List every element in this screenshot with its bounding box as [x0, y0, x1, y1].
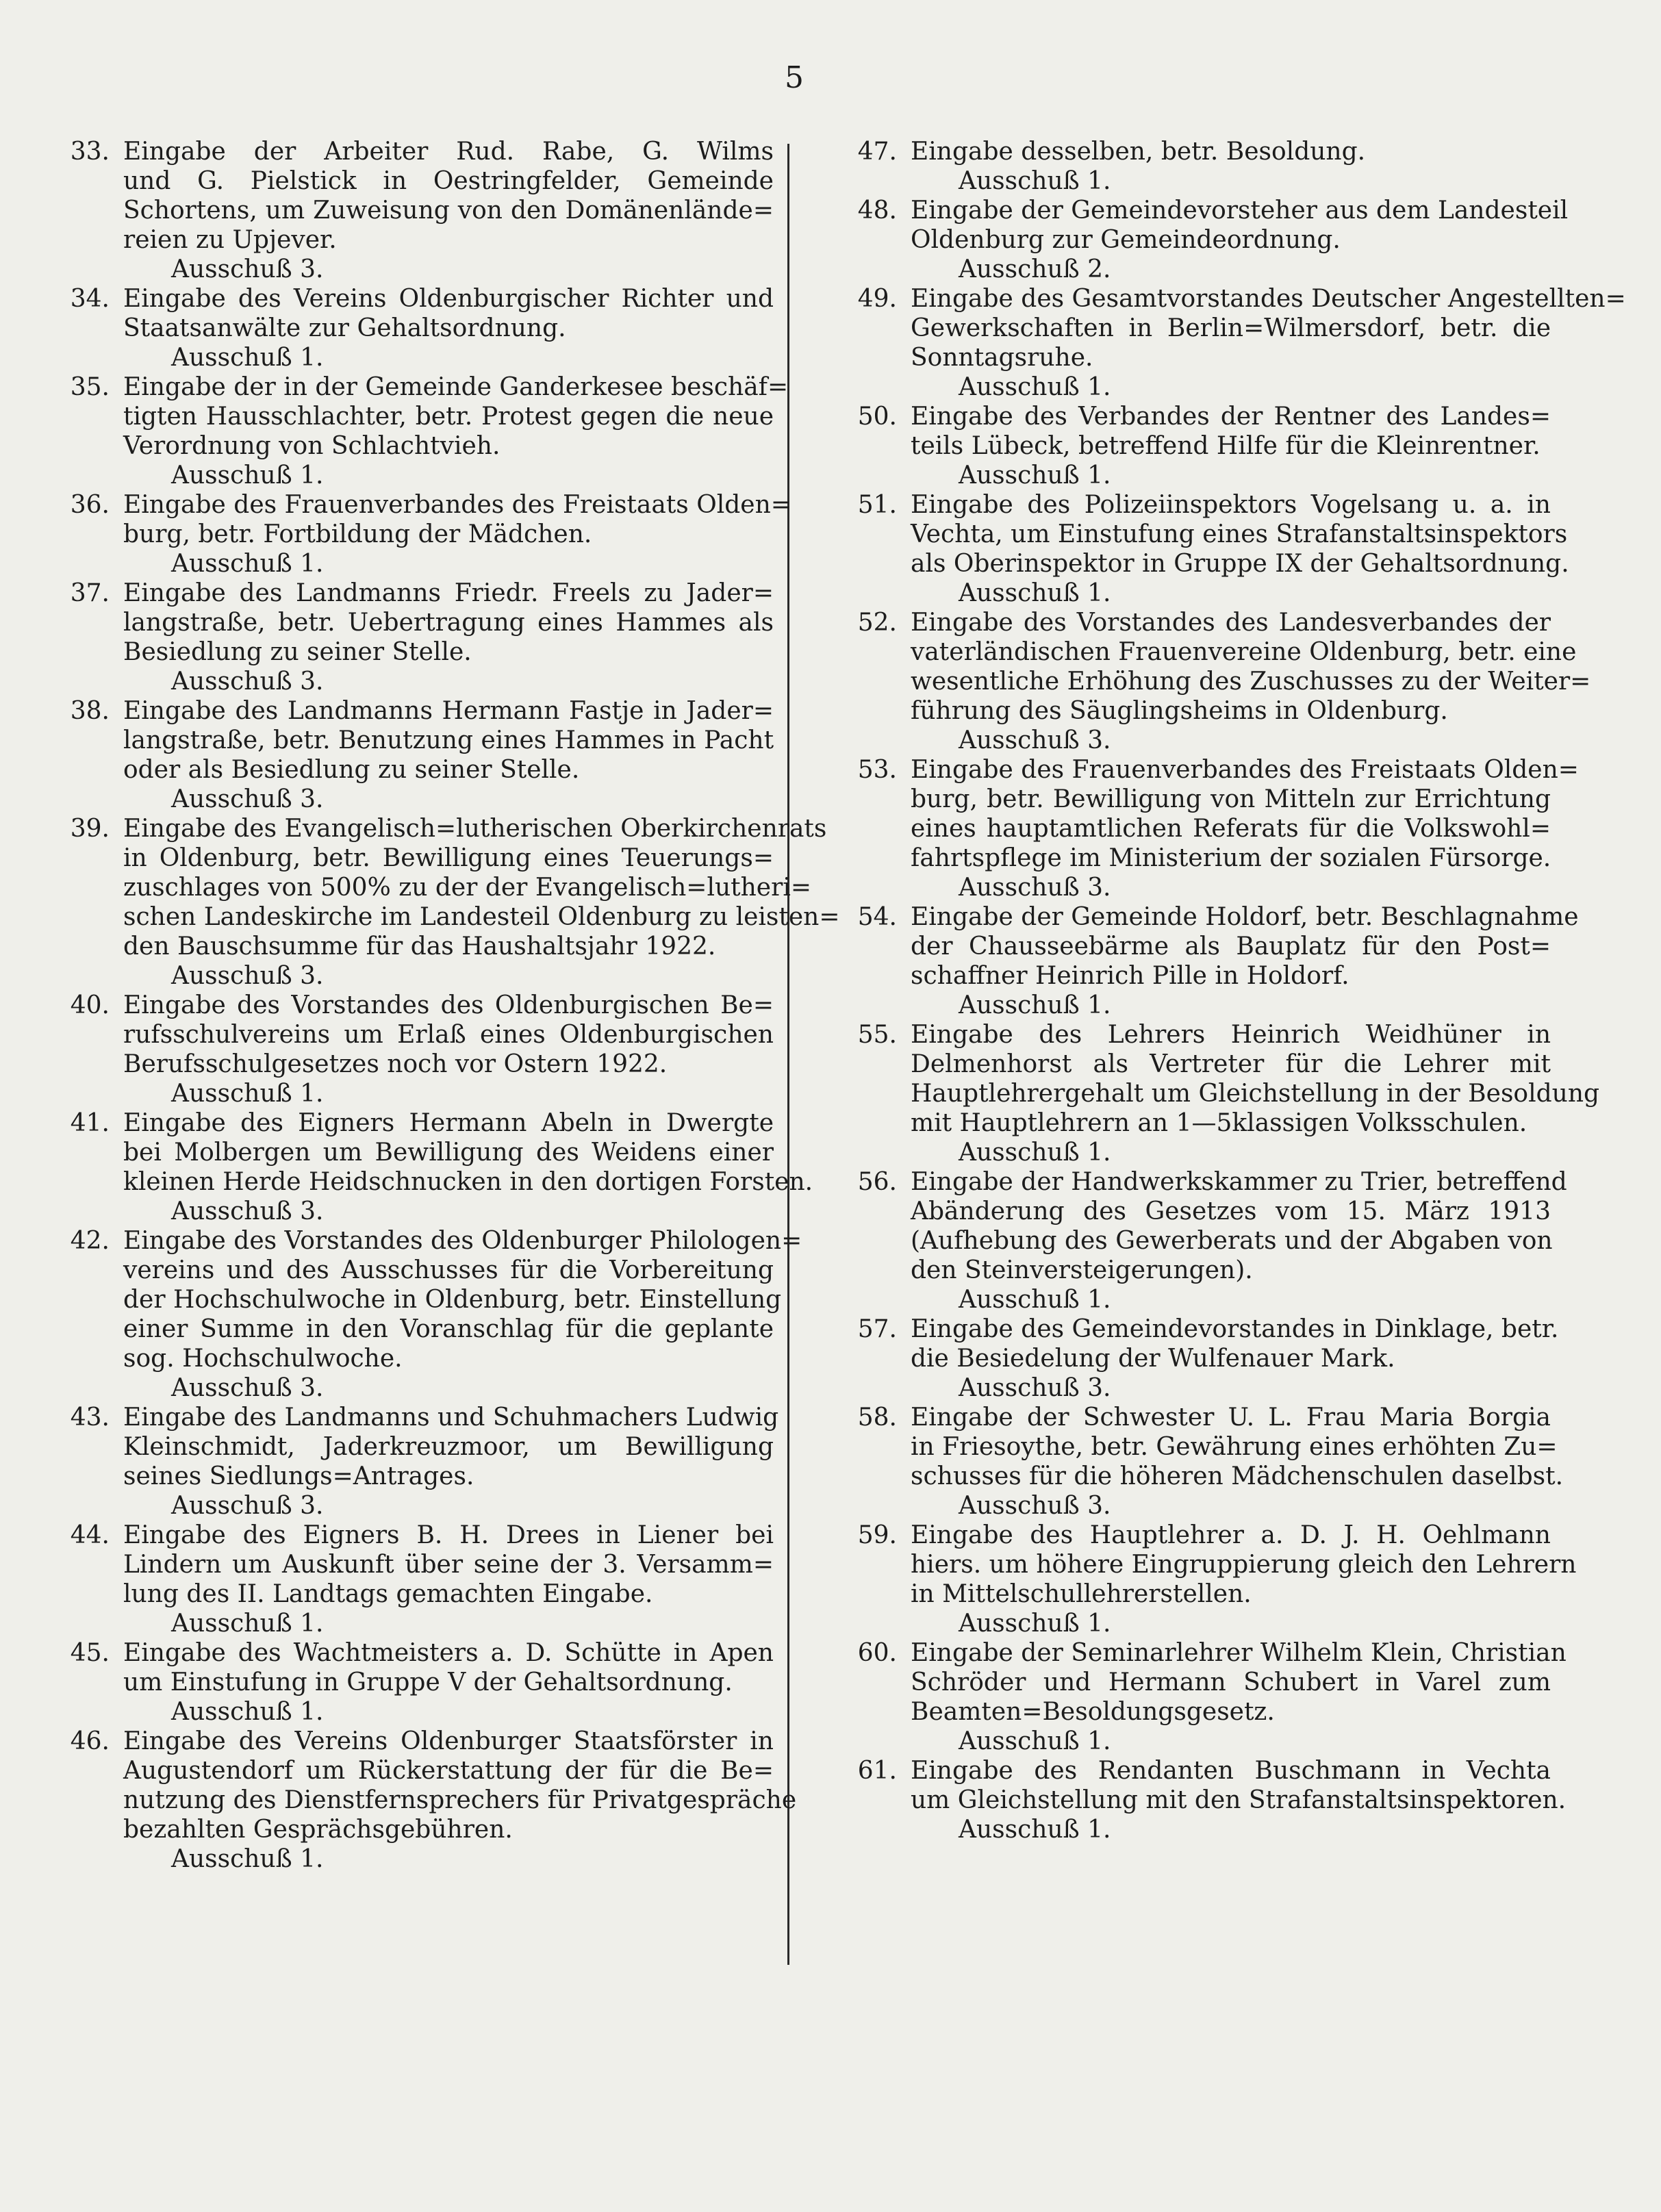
committee-label: Ausschuß 1.	[171, 1845, 324, 1873]
petition-entry	[835, 1638, 1567, 1756]
committee-label: Ausschuß 1.	[959, 1286, 1111, 1314]
entry-text-line: Eingabe des Evangelisch=lutherischen Oberkirchenrats	[123, 815, 827, 843]
entry-number: 56.	[857, 1168, 897, 1196]
entry-text-line: Eingabe des Landmanns Hermann Fastje in Jader=	[123, 697, 774, 725]
entry-text-line: Eingabe der Schwester U. L. Frau Maria Borgia	[911, 1403, 1551, 1432]
entry-number: 35.	[70, 373, 110, 401]
petition-entry	[835, 137, 1551, 196]
petition-entry	[48, 696, 774, 814]
entry-text-line: Kleinschmidt, Jaderkreuzmoor, um Bewilligung	[123, 1433, 774, 1461]
petition-entry	[835, 196, 1569, 284]
committee-label: Ausschuß 3.	[171, 962, 324, 990]
entry-number: 40.	[70, 991, 110, 1019]
committee-label: Ausschuß 1.	[959, 1139, 1111, 1167]
committee-label: Ausschuß 1.	[959, 991, 1111, 1019]
entry-text-line: bei Molbergen um Bewilligung des Weidens einer	[123, 1139, 774, 1167]
entry-number: 42.	[70, 1227, 110, 1255]
entry-text-line: rufsschulvereins um Erlaß eines Oldenburgischen	[123, 1021, 774, 1049]
petition-entry	[48, 1638, 774, 1727]
entry-number: 33.	[70, 138, 110, 166]
entry-text-line: lung des II. Landtags gemachten Eingabe.	[123, 1580, 653, 1608]
entry-text-line: Lindern um Auskunft über seine der 3. Versamm=	[123, 1551, 774, 1579]
petition-entry	[835, 1167, 1567, 1314]
entry-number: 60.	[857, 1639, 897, 1667]
entry-text-line: vereins und des Ausschusses für die Vorbereitung	[123, 1256, 774, 1284]
entry-text-line: als Oberinspektor in Gruppe IX der Gehaltsordnung.	[911, 550, 1569, 578]
committee-label: Ausschuß 3.	[171, 255, 324, 283]
petition-entry	[48, 1521, 774, 1638]
entry-text-line: Augustendorf um Rückerstattung der für die Be=	[123, 1757, 774, 1785]
committee-label: Ausschuß 3.	[171, 1374, 324, 1402]
entry-text-line: sog. Hochschulwoche.	[123, 1345, 403, 1373]
entry-text-line: Schortens, um Zuweisung von den Domänenlände=	[123, 196, 774, 225]
entry-number: 52.	[857, 609, 897, 637]
entry-number: 50.	[857, 403, 897, 431]
right-column	[835, 137, 1626, 1844]
entry-text-line: zuschlages von 500% zu der der Evangelisch=lutheri=	[123, 874, 811, 902]
entry-text-line: einer Summe in den Voranschlag für die geplante	[123, 1315, 774, 1343]
entry-number: 55.	[857, 1021, 897, 1049]
petition-entry	[835, 608, 1591, 755]
entry-text-line: den Bauschsumme für das Haushaltsjahr 1922.	[123, 932, 716, 961]
committee-label: Ausschuß 3.	[171, 1492, 324, 1520]
entry-number: 44.	[70, 1521, 110, 1549]
entry-text-line: teils Lübeck, betreffend Hilfe für die Kleinrentner.	[911, 432, 1540, 460]
entry-text-line: der Hochschulwoche in Oldenburg, betr. Einstellung	[123, 1286, 782, 1314]
entry-text-line: kleinen Herde Heidschnucken in den dortigen Forsten.	[123, 1168, 813, 1196]
entry-text-line: Eingabe des Frauenverbandes des Freistaats Olden=	[123, 491, 791, 519]
entry-number: 61.	[857, 1757, 897, 1785]
entry-text-line: burg, betr. Fortbildung der Mädchen.	[123, 520, 592, 548]
entry-number: 51.	[857, 491, 897, 519]
entry-text-line: Delmenhorst als Vertreter für die Lehrer mit	[911, 1050, 1551, 1078]
entry-text-line: (Aufhebung des Gewerberats und der Abgaben von	[911, 1227, 1553, 1255]
petition-entry	[835, 1020, 1600, 1167]
entry-text-line: Eingabe desselben, betr. Besoldung.	[911, 138, 1366, 166]
entry-number: 45.	[70, 1639, 110, 1667]
entry-text-line: und G. Pielstick in Oestringfelder, Gemeinde	[123, 167, 774, 195]
entry-number: 59.	[857, 1521, 897, 1549]
petition-entry	[835, 1403, 1564, 1521]
entry-text-line: Eingabe der Seminarlehrer Wilhelm Klein, Christian	[911, 1639, 1567, 1667]
entry-text-line: Eingabe des Landmanns und Schuhmachers Ludwig	[123, 1403, 779, 1432]
committee-label: Ausschuß 1.	[959, 167, 1111, 195]
petition-entry	[835, 1521, 1577, 1638]
committee-label: Ausschuß 3.	[959, 1374, 1111, 1402]
entry-text-line: Eingabe des Vorstandes des Oldenburger Philologen=	[123, 1227, 802, 1255]
committee-label: Ausschuß 2.	[959, 255, 1111, 283]
petition-entry	[48, 991, 774, 1108]
committee-label: Ausschuß 1.	[171, 461, 324, 490]
committee-label: Ausschuß 1.	[959, 373, 1111, 401]
entry-text-line: schaffner Heinrich Pille in Holdorf.	[911, 962, 1349, 990]
committee-label: Ausschuß 1.	[959, 1610, 1111, 1638]
entry-text-line: Eingabe der Handwerkskammer zu Trier, betreffend	[911, 1168, 1567, 1196]
petition-entry	[48, 372, 789, 490]
entry-text-line: um Gleichstellung mit den Strafanstaltsinspektoren.	[911, 1786, 1567, 1814]
entry-text-line: Eingabe des Eigners Hermann Abeln in Dwergte	[123, 1109, 774, 1137]
petition-entry	[835, 402, 1551, 490]
petition-entry	[48, 490, 791, 579]
entry-text-line: Eingabe des Vorstandes des Landesverbandes der	[911, 609, 1551, 637]
entry-text-line: seines Siedlungs=Antrages.	[123, 1462, 474, 1490]
petition-entry	[48, 1226, 802, 1403]
entry-number: 58.	[857, 1403, 897, 1432]
entry-number: 34.	[70, 285, 110, 313]
entry-text-line: Eingabe der Arbeiter Rud. Rabe, G. Wilms	[123, 138, 774, 166]
entry-text-line: tigten Hausschlachter, betr. Protest gegen die neue	[123, 403, 774, 431]
entry-text-line: langstraße, betr. Uebertragung eines Hammes als	[123, 609, 774, 637]
committee-label: Ausschuß 1.	[171, 1080, 324, 1108]
entry-text-line: vaterländischen Frauenvereine Oldenburg, betr. eine	[911, 638, 1577, 666]
committee-label: Ausschuß 1.	[959, 1816, 1111, 1844]
entry-number: 38.	[70, 697, 110, 725]
entry-number: 46.	[70, 1727, 110, 1755]
committee-label: Ausschuß 1.	[171, 1698, 324, 1726]
committee-label: Ausschuß 3.	[959, 1492, 1111, 1520]
committee-label: Ausschuß 1.	[959, 1727, 1111, 1755]
entry-text-line: fahrtspflege im Ministerium der sozialen Fürsorge.	[911, 844, 1551, 872]
page-number: 5	[785, 60, 804, 95]
petition-entry	[48, 1403, 779, 1521]
entry-text-line: Hauptlehrergehalt um Gleichstellung in der Besoldung	[911, 1080, 1600, 1108]
entry-text-line: wesentliche Erhöhung des Zuschusses zu der Weiter=	[911, 668, 1591, 696]
entry-text-line: Eingabe der Gemeindevorsteher aus dem Landesteil	[911, 196, 1569, 225]
entry-text-line: Eingabe des Hauptlehrer a. D. J. H. Oehlmann	[911, 1521, 1551, 1549]
entry-text-line: Eingabe des Gesamtvorstandes Deutscher Angestellten=	[911, 285, 1626, 313]
entry-text-line: nutzung des Dienstfernsprechers für Privatgespräche	[123, 1786, 797, 1814]
petition-entry	[835, 284, 1626, 402]
petition-entry	[48, 137, 774, 284]
left-column	[48, 137, 840, 1874]
entry-text-line: langstraße, betr. Benutzung eines Hammes in Pacht	[123, 726, 774, 754]
entry-text-line: Eingabe des Lehrers Heinrich Weidhüner in	[911, 1021, 1551, 1049]
entry-number: 54.	[857, 903, 897, 931]
entry-text-line: Sonntagsruhe.	[911, 344, 1093, 372]
entry-text-line: Eingabe des Wachtmeisters a. D. Schütte in Apen	[123, 1639, 774, 1667]
entry-text-line: in Mittelschullehrerstellen.	[911, 1580, 1252, 1608]
petition-entry	[48, 579, 774, 696]
entry-text-line: um Einstufung in Gruppe V der Gehaltsordnung.	[123, 1668, 733, 1696]
entry-text-line: führung des Säuglingsheims in Oldenburg.	[911, 697, 1448, 725]
entry-text-line: der Chausseebärme als Bauplatz für den Post=	[911, 932, 1551, 961]
entry-text-line: Eingabe der Gemeinde Holdorf, betr. Beschlagnahme	[911, 903, 1579, 931]
entry-text-line: Eingabe des Gemeindevorstandes in Dinklage, betr.	[911, 1315, 1559, 1343]
entry-number: 49.	[857, 285, 897, 313]
entry-text-line: den Steinversteigerungen).	[911, 1256, 1253, 1284]
entry-text-line: Abänderung des Gesetzes vom 15. März 1913	[911, 1197, 1551, 1225]
entry-text-line: Gewerkschaften in Berlin=Wilmersdorf, betr. die	[911, 314, 1551, 342]
entry-text-line: eines hauptamtlichen Referats für die Volkswohl=	[911, 815, 1551, 843]
committee-label: Ausschuß 3.	[171, 785, 324, 813]
entry-text-line: Eingabe der in der Gemeinde Ganderkesee beschäf=	[123, 373, 789, 401]
petition-entry	[835, 755, 1579, 902]
petition-entry	[48, 1108, 813, 1226]
entry-number: 47.	[857, 138, 897, 166]
entry-text-line: Eingabe des Verbandes der Rentner des Landes=	[911, 403, 1551, 431]
entry-number: 53.	[857, 756, 897, 784]
entry-text-line: Eingabe des Polizeiinspektors Vogelsang u. a. in	[911, 491, 1551, 519]
petition-entry	[835, 902, 1579, 1020]
entry-text-line: die Besiedelung der Wulfenauer Mark.	[911, 1345, 1395, 1373]
committee-label: Ausschuß 1.	[959, 579, 1111, 607]
entry-number: 37.	[70, 579, 110, 607]
petition-entry	[48, 284, 774, 372]
entry-text-line: Eingabe des Rendanten Buschmann in Vechta	[911, 1757, 1551, 1785]
committee-label: Ausschuß 1.	[171, 550, 324, 578]
entry-text-line: Schröder und Hermann Schubert in Varel zum	[911, 1668, 1551, 1696]
entry-text-line: Vechta, um Einstufung eines Strafanstaltsinspektors	[911, 520, 1568, 548]
committee-label: Ausschuß 1.	[171, 344, 324, 372]
entry-text-line: oder als Besiedlung zu seiner Stelle.	[123, 756, 580, 784]
entry-text-line: mit Hauptlehrern an 1—5klassigen Volksschulen.	[911, 1109, 1527, 1137]
entry-text-line: Besiedlung zu seiner Stelle.	[123, 638, 472, 666]
entry-text-line: Eingabe des Vereins Oldenburgischer Richter und	[123, 285, 774, 313]
entry-number: 39.	[70, 815, 110, 843]
entry-text-line: hiers. um höhere Eingruppierung gleich den Lehrern	[911, 1551, 1577, 1579]
entry-text-line: reien zu Upjever.	[123, 226, 337, 254]
entry-text-line: schen Landeskirche im Landesteil Oldenburg zu leisten=	[123, 903, 840, 931]
entry-number: 48.	[857, 196, 897, 225]
petition-entry	[835, 1314, 1559, 1403]
entry-text-line: Berufsschulgesetzes noch vor Ostern 1922.	[123, 1050, 668, 1078]
entry-text-line: Staatsanwälte zur Gehaltsordnung.	[123, 314, 566, 342]
entry-text-line: Beamten=Besoldungsgesetz.	[911, 1698, 1275, 1726]
entry-text-line: bezahlten Gesprächsgebühren.	[123, 1816, 513, 1844]
committee-label: Ausschuß 3.	[959, 726, 1111, 754]
entry-text-line: in Friesoythe, betr. Gewährung eines erhöhten Zu=	[911, 1433, 1558, 1461]
committee-label: Ausschuß 1.	[171, 1610, 324, 1638]
petition-entry	[835, 490, 1569, 608]
entry-text-line: burg, betr. Bewilligung von Mitteln zur Errichtung	[911, 785, 1551, 813]
entry-text-line: schusses für die höheren Mädchenschulen daselbst.	[911, 1462, 1564, 1490]
committee-label: Ausschuß 1.	[959, 461, 1111, 490]
committee-label: Ausschuß 3.	[959, 874, 1111, 902]
entry-text-line: Eingabe des Eigners B. H. Drees in Liener bei	[123, 1521, 774, 1549]
entry-text-line: Eingabe des Vereins Oldenburger Staatsförster in	[123, 1727, 774, 1755]
petition-entry	[48, 1727, 797, 1874]
entry-number: 43.	[70, 1403, 110, 1432]
entry-text-line: Verordnung von Schlachtvieh.	[123, 432, 500, 460]
entry-text-line: Oldenburg zur Gemeindeordnung.	[911, 226, 1341, 254]
committee-label: Ausschuß 3.	[171, 668, 324, 696]
column-divider	[787, 144, 789, 1965]
entry-text-line: Eingabe des Frauenverbandes des Freistaats Olden=	[911, 756, 1579, 784]
entry-number: 41.	[70, 1109, 110, 1137]
entry-text-line: in Oldenburg, betr. Bewilligung eines Teuerungs=	[123, 844, 774, 872]
entry-text-line: Eingabe des Landmanns Friedr. Freels zu Jader=	[123, 579, 774, 607]
entry-text-line: Eingabe des Vorstandes des Oldenburgischen Be=	[123, 991, 774, 1019]
petition-entry	[835, 1756, 1567, 1844]
entry-number: 36.	[70, 491, 110, 519]
entry-number: 57.	[857, 1315, 897, 1343]
petition-entry	[48, 814, 840, 991]
committee-label: Ausschuß 3.	[171, 1197, 324, 1225]
